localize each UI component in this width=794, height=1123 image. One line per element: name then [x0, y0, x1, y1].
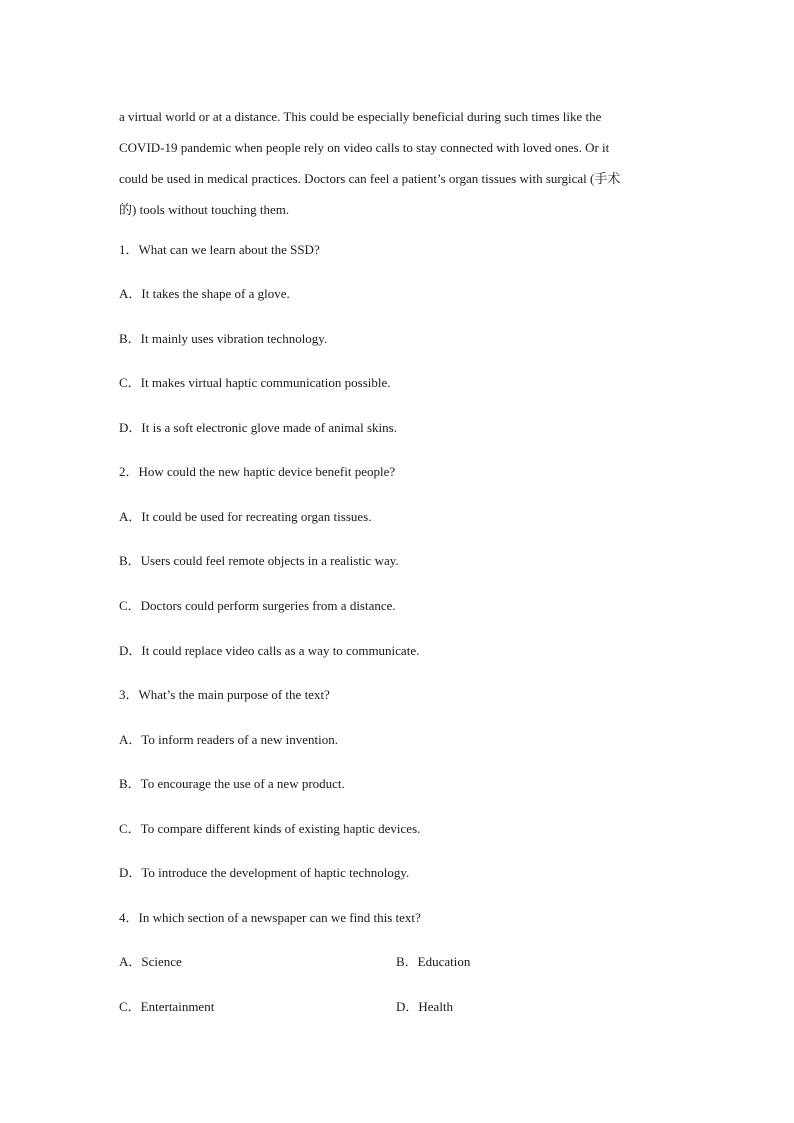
question-2-option-a: A．It could be used for recreating organ tissues. — [119, 509, 372, 524]
question-4-option-d: D．Health — [396, 999, 454, 1014]
question-4-option-b: B．Education — [396, 954, 471, 969]
question-3-stem: 3．What’s the main purpose of the text? — [119, 687, 330, 702]
question-1-option-d: D．It is a soft electronic glove made of animal skins. — [119, 420, 397, 435]
question-1-stem: 1．What can we learn about the SSD? — [119, 242, 320, 257]
question-1-option-a: A．It takes the shape of a glove. — [119, 286, 290, 301]
passage-paragraph — [119, 101, 664, 225]
passage-line: COVID-19 pandemic when people rely on video calls to stay connected with loved ones. Or it — [119, 140, 610, 155]
question-2-stem: 2．How could the new haptic device benefit people? — [119, 464, 396, 479]
passage-line: 的) tools without touching them. — [119, 202, 290, 217]
question-3-option-c: C．To compare different kinds of existing haptic devices. — [119, 821, 421, 836]
passage-line: a virtual world or at a distance. This could be especially beneficial during such times like the — [119, 109, 602, 124]
question-2-option-c: C．Doctors could perform surgeries from a distance. — [119, 598, 396, 613]
passage-line: could be used in medical practices. Doctors can feel a patient’s organ tissues with surgical (手术 — [119, 171, 621, 186]
question-2-option-d: D．It could replace video calls as a way to communicate. — [119, 643, 420, 658]
question-3-option-d: D．To introduce the development of haptic technology. — [119, 865, 410, 880]
question-4-stem: 4．In which section of a newspaper can we find this text? — [119, 910, 421, 925]
question-3-option-b: B．To encourage the use of a new product. — [119, 776, 345, 791]
question-4-option-c: C．Entertainment — [119, 999, 215, 1014]
question-2-option-b: B．Users could feel remote objects in a realistic way. — [119, 553, 399, 568]
question-4-option-a: A．Science — [119, 954, 182, 969]
question-3-option-a: A．To inform readers of a new invention. — [119, 732, 338, 747]
question-1-option-b: B．It mainly uses vibration technology. — [119, 331, 328, 346]
question-1-option-c: C．It makes virtual haptic communication possible. — [119, 375, 391, 390]
